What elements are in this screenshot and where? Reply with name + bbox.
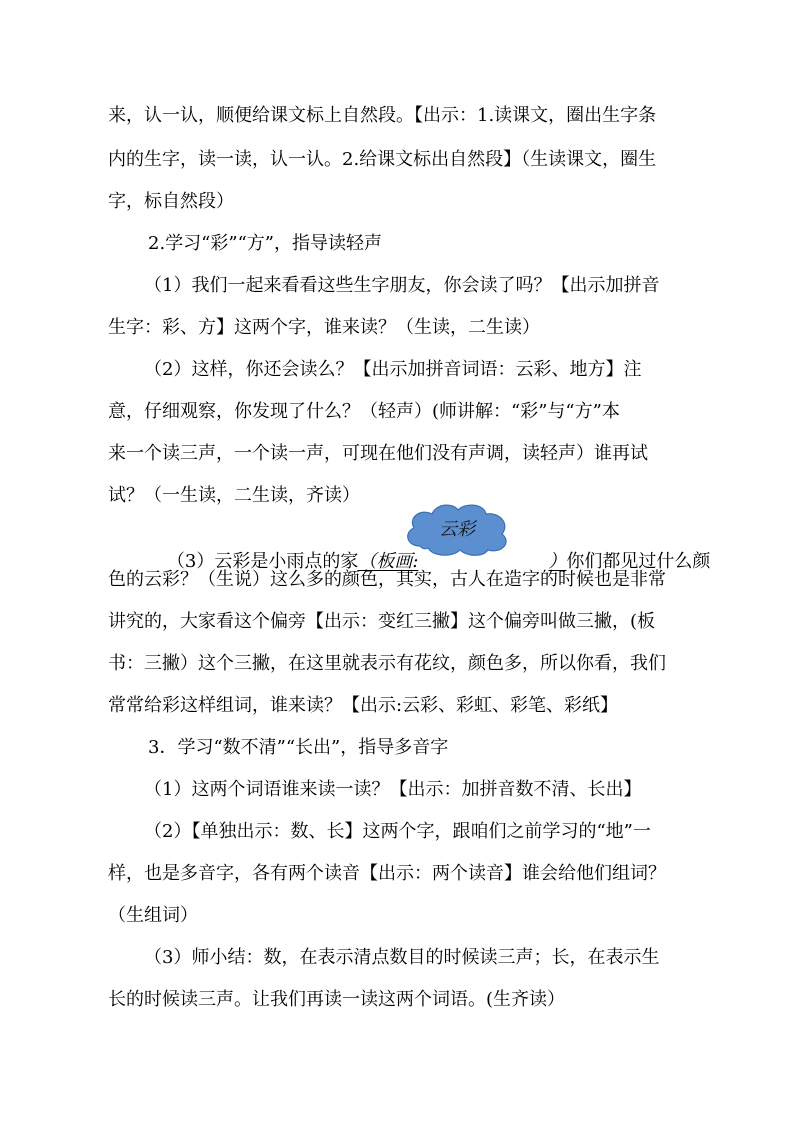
text-line: 内的生字，读一读，认一认。2.给课文标出自然段】（生读课文，圈生 bbox=[108, 149, 657, 170]
line-suffix: 你们都见过什么颜 bbox=[566, 551, 711, 572]
text-line: 来，认一认，顺便给课文标上自然段。【出示：1.读课文，圈出生字条 bbox=[108, 105, 657, 126]
text-line: （3）师小结：数，在表示清点数目的时候读三声；长，在表示生 bbox=[144, 947, 660, 968]
text-line: 生字：彩、方】这两个字，谁来读？（生读，二生读） bbox=[108, 317, 540, 338]
text-line: 长的时候读三声。让我们再读一读这两个词语。(生齐读） bbox=[108, 989, 566, 1010]
text-line: 字，标自然段） bbox=[108, 191, 234, 212]
text-line: （生组词） bbox=[108, 905, 198, 926]
text-line: 来一个读三声，一个读一声，可现在他们没有声调，读轻声）谁再试 bbox=[108, 443, 648, 464]
text-line: 样，也是多音字，各有两个读音【出示：两个读音】谁会给他们组词？ bbox=[108, 863, 666, 884]
text-line: （1）我们一起来看看这些生字朋友，你会读了吗？【出示加拼音 bbox=[144, 275, 660, 296]
section-heading: 2.学习“彩”“方”，指导读轻声 bbox=[148, 233, 382, 254]
text-line: 常常给彩这样组词，谁来读？【出示:云彩、彩虹、彩笔、彩纸】 bbox=[108, 695, 619, 716]
text-line: 书：三撇）这个三撇，在这里就表示有花纹，颜色多，所以你看，我们 bbox=[108, 653, 666, 674]
text-line: 色的云彩？（生说）这么多的颜色，其实，古人在造字的时候也是非常 bbox=[108, 569, 666, 590]
cloud-label: 云彩 bbox=[439, 519, 475, 540]
text-line: （2）这样，你还会读么？【出示加拼音词语：云彩、地方】注 bbox=[144, 359, 642, 380]
text-line: 意，仔细观察，你发现了什么？（轻声）(师讲解：“彩”与“方”本 bbox=[108, 401, 620, 422]
board-close: ） bbox=[548, 551, 567, 572]
text-line: （1）这两个词语谁来读一读？【出示：加拼音数不清、长出】 bbox=[144, 779, 642, 800]
line-prefix: （3）云彩是小雨点的家 bbox=[166, 551, 359, 572]
board-open: （板画: bbox=[358, 551, 419, 572]
section-heading: 3．学习“数不清”“长出”，指导多音字 bbox=[148, 737, 449, 758]
text-line: 讲究的，大家看这个偏旁【出示：变红三撇】这个偏旁叫做三撇，(板 bbox=[108, 611, 656, 632]
text-line: （2）【单独出示：数、长】这两个字，跟咱们之前学习的“地”一 bbox=[144, 821, 651, 842]
text-line: 试？（一生读，二生读，齐读） bbox=[108, 485, 360, 506]
